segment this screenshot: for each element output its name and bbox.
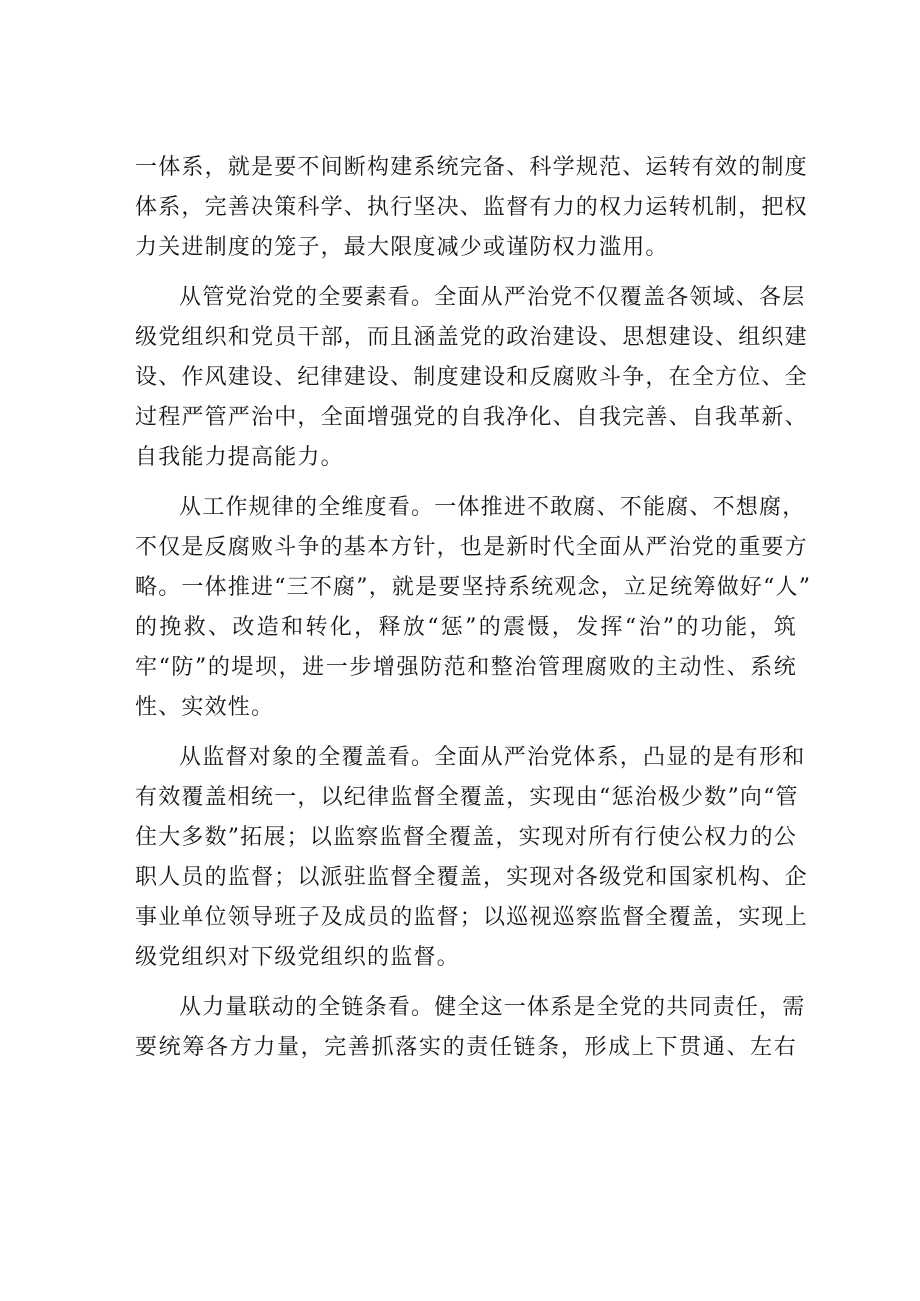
text-line: 性、实效性。 [135,695,275,720]
text-line: 职人员的监督；以派驻监督全覆盖，实现对各级党和国家机构、企 [135,865,808,890]
paragraph-3 [135,488,812,728]
text-line: 略。一体推进“三不腐”，就是要坚持系统观念，立足统筹做好“人” [135,575,812,600]
document-body [135,148,812,1068]
text-line: 有效覆盖相统一，以纪律监督全覆盖，实现由“惩治极少数”向“管 [135,785,799,810]
text-line: 不仅是反腐败斗争的基本方针，也是新时代全面从严治党的重要方 [135,535,808,560]
text-line: 体系，完善决策科学、执行坚决、监督有力的权力运转机制，把权 [135,195,808,220]
text-line: 事业单位领导班子及成员的监督；以巡视巡察监督全覆盖，实现上 [135,905,808,930]
text-line: 从力量联动的全链条看。健全这一体系是全党的共同责任，需 [179,995,806,1020]
text-line: 住大多数”拓展；以监察监督全覆盖，实现对所有行使公权力的公 [135,825,798,850]
text-line: 牢“防”的堤坝，进一步增强防范和整治管理腐败的主动性、系统 [135,655,797,680]
text-line: 设、作风建设、纪律建设、制度建设和反腐败斗争，在全方位、全 [135,365,808,390]
text-line: 过程严管严治中，全面增强党的自我净化、自我完善、自我革新、 [135,405,808,430]
paragraph-2 [135,278,808,478]
text-line: 一体系，就是要不间断构建系统完备、科学规范、运转有效的制度 [135,155,808,180]
paragraph-1 [135,148,808,268]
text-line: 自我能力提高能力。 [135,445,344,470]
text-line: 级党组织和党员干部，而且涵盖党的政治建设、思想建设、组织建 [135,325,808,350]
text-line: 从管党治党的全要素看。全面从严治党不仅覆盖各领域、各层 [179,285,806,310]
paragraph-4 [135,738,808,978]
text-line: 的挽救、改造和转化，释放“惩”的震慑，发挥“治”的功能，筑 [135,615,797,640]
text-line: 要统筹各方力量，完善抓落实的责任链条，形成上下贯通、左右 [135,1035,797,1060]
text-line: 力关进制度的笼子，最大限度减少或谨防权力滥用。 [135,235,669,260]
text-line: 级党组织对下级党组织的监督。 [135,945,460,970]
text-line: 从工作规律的全维度看。一体推进不敢腐、不能腐、不想腐， [179,495,806,520]
text-line: 从监督对象的全覆盖看。全面从严治党体系，凸显的是有形和 [179,745,806,770]
paragraph-5 [135,988,806,1068]
